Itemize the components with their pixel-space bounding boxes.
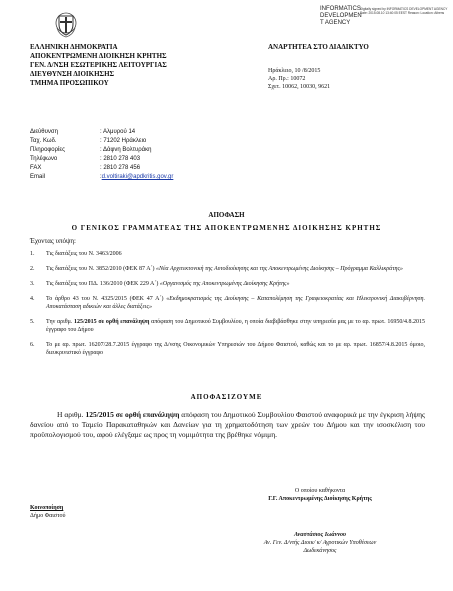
notification-block bbox=[30, 504, 65, 520]
signatory-name: Αναστάσιος Ιωάννου bbox=[293, 532, 346, 538]
notification-recipient: Δήμο Φαιστού bbox=[30, 513, 66, 519]
document-meta bbox=[268, 67, 330, 91]
list-item: 3. Τις διατάξεις του ΠΔ. 136/2010 (ΦΕΚ 229 Α΄) «Οργανισμός της Αποκεντρωμένης Διοίκησης Κρήτης» bbox=[30, 281, 290, 287]
signature-line-1: Ο οποίου καθήκοντα bbox=[294, 488, 346, 494]
decision-title: ΑΠΟΦΑΣΗ bbox=[208, 211, 245, 219]
signatory bbox=[230, 531, 410, 555]
protocol-number: Αρ. Πρ.: 10072 bbox=[268, 76, 306, 82]
considering-label: Έχοντας υπόψη: bbox=[30, 237, 76, 245]
signature-line-2: Γ.Γ. Αποκεντρωμένης Διοίκησης Κρήτης bbox=[268, 496, 372, 502]
list-item: 6. Το με αρ. πρωτ. 16207/28.7.2015 έγγραφο της Δ/νσης Οικονομικών Υπηρεσιών του Δήμου Φαιστού, καθώς και το με αρ. πρωτ. 16857/4.8.2015 όμοιο, διευκρινιστικό έγγραφο bbox=[30, 342, 425, 356]
posting-notice: ΑΝΑΡΤΗΤΕΑ ΣΤΟ ΔΙΑΔΙΚΤΥΟ bbox=[268, 43, 369, 51]
decide-title: ΑΠΟΦΑΣΙΖΟΥΜΕ bbox=[190, 393, 263, 401]
contact-row: Πληροφορίες : Δάφνη Βολτυράκη bbox=[30, 147, 152, 153]
decision-paragraph: Η αριθμ. 125/2015 σε ορθή επανάληψη απόφαση του Δημοτικού Συμβουλίου Φαιστού αναφορικά με την έγκριση λήψης δανείου από το Ταμείο Παρακαταθηκών και Δανείων για τη χρηματοδότηση των χρεών του Δήμου και την ισοσκέλιση του προϋπολογισμού του, αφού ελέγξαμε ως προς τη νομιμότητα της βρέθηκε νόμιμη. bbox=[30, 410, 425, 439]
contact-row: Τηλέφωνο : 2810 278 403 bbox=[30, 156, 141, 162]
secretary-title: Ο ΓΕΝΙΚΟΣ ΓΡΑΜΜΑΤΕΑΣ ΤΗΣ ΑΠΟΚΕΝΤΡΩΜΕΝΗΣ ΔΙΟΙΚΗΣΗΣ ΚΡΗΤΗΣ bbox=[71, 224, 382, 232]
considerations-list bbox=[30, 250, 425, 364]
contact-row: Ταχ. Κωδ. : 71202 Ηράκλειο bbox=[30, 138, 147, 144]
informatics-agency-logo: INFORMATICS DEVELOPMEN T AGENCY bbox=[320, 6, 362, 26]
contact-row: Διεύθυνση : Αλμυρού 14 bbox=[30, 129, 136, 135]
signatory-role: Αν. Γεν. Δ/ντής Διοικ/ κ/ Αγροτικών Υποθέσεων bbox=[263, 540, 377, 546]
list-item: 5. Την αριθμ. 125/2015 σε ορθή επανάληψη απόφαση του Δημοτικού Συμβουλίου, η οποία διαβιβάσθηκε στην υπηρεσία μας με το αρ. πρωτ. 16950/4.8.2015 έγγραφο του Δήμου bbox=[30, 319, 425, 333]
list-item: 1. Τις διατάξεις του Ν. 3463/2006 bbox=[30, 251, 122, 257]
document-date: Ηράκλειο, 10 /8/2015 bbox=[268, 68, 321, 74]
list-item: 4. Το άρθρο 43 του Ν. 4325/2015 (ΦΕΚ 47 Α΄) «Εκδημοκρατισμός της Διοίκησης – Καταπολέμηση της Γραφειοκρατίας και Ηλεκτρονική Διακυβέρνηση. Αποκατάσταση αδικιών και άλλες διατάξεις» bbox=[30, 296, 425, 310]
contact-details bbox=[30, 128, 173, 182]
related-numbers: Σχετ. 10062, 10030, 9621 bbox=[268, 84, 331, 90]
digital-signature-block bbox=[320, 6, 448, 33]
email-link[interactable]: d.voltiraki@apdkritis.gov.gr bbox=[101, 174, 174, 180]
signatory-location: Δωδεκάνησος bbox=[303, 548, 337, 554]
issuing-authority: ΕΛΛΗΝΙΚΗ ΔΗΜΟΚΡΑΤΙΑ ΑΠΟΚΕΝΤΡΩΜΕΝΗ ΔΙΟΙΚΗΣΗ ΚΡΗΤΗΣ ΓΕΝ. Δ/ΝΣΗ ΕΣΩΤΕΡΙΚΗΣ ΛΕΙΤΟΥΡΓΙΑΣ ΔΙΕΥΘΥΝΣΗ ΔΙΟΙΚΗΣΗΣ ΤΜΗΜΑ ΠΡΟΣΩΠΙΚΟΥ bbox=[30, 43, 167, 87]
signature-block bbox=[230, 487, 410, 503]
notification-title: Κοινοποίηση bbox=[30, 505, 64, 511]
contact-row: FAX : 2810 278 456 bbox=[30, 165, 141, 171]
list-item: 2. Τις διατάξεις του Ν. 3852/2010 (ΦΕΚ 87 Α΄) «Νέα Αρχιτεκτονική της Αυτοδιοίκησης και της Αποκεντρωμένης Διοίκησης – Πρόγραμμα Καλλικράτης» bbox=[30, 266, 403, 272]
digital-signature-text: Digitally signed by INFORMATICS DEVELOPMENT AGENCY Date: 2015.08.10 13:40:05 EEST Reason: Location: Athens bbox=[360, 7, 448, 15]
greek-coat-of-arms-icon bbox=[55, 10, 77, 38]
contact-row: Email : d.voltiraki@apdkritis.gov.gr bbox=[30, 174, 174, 180]
